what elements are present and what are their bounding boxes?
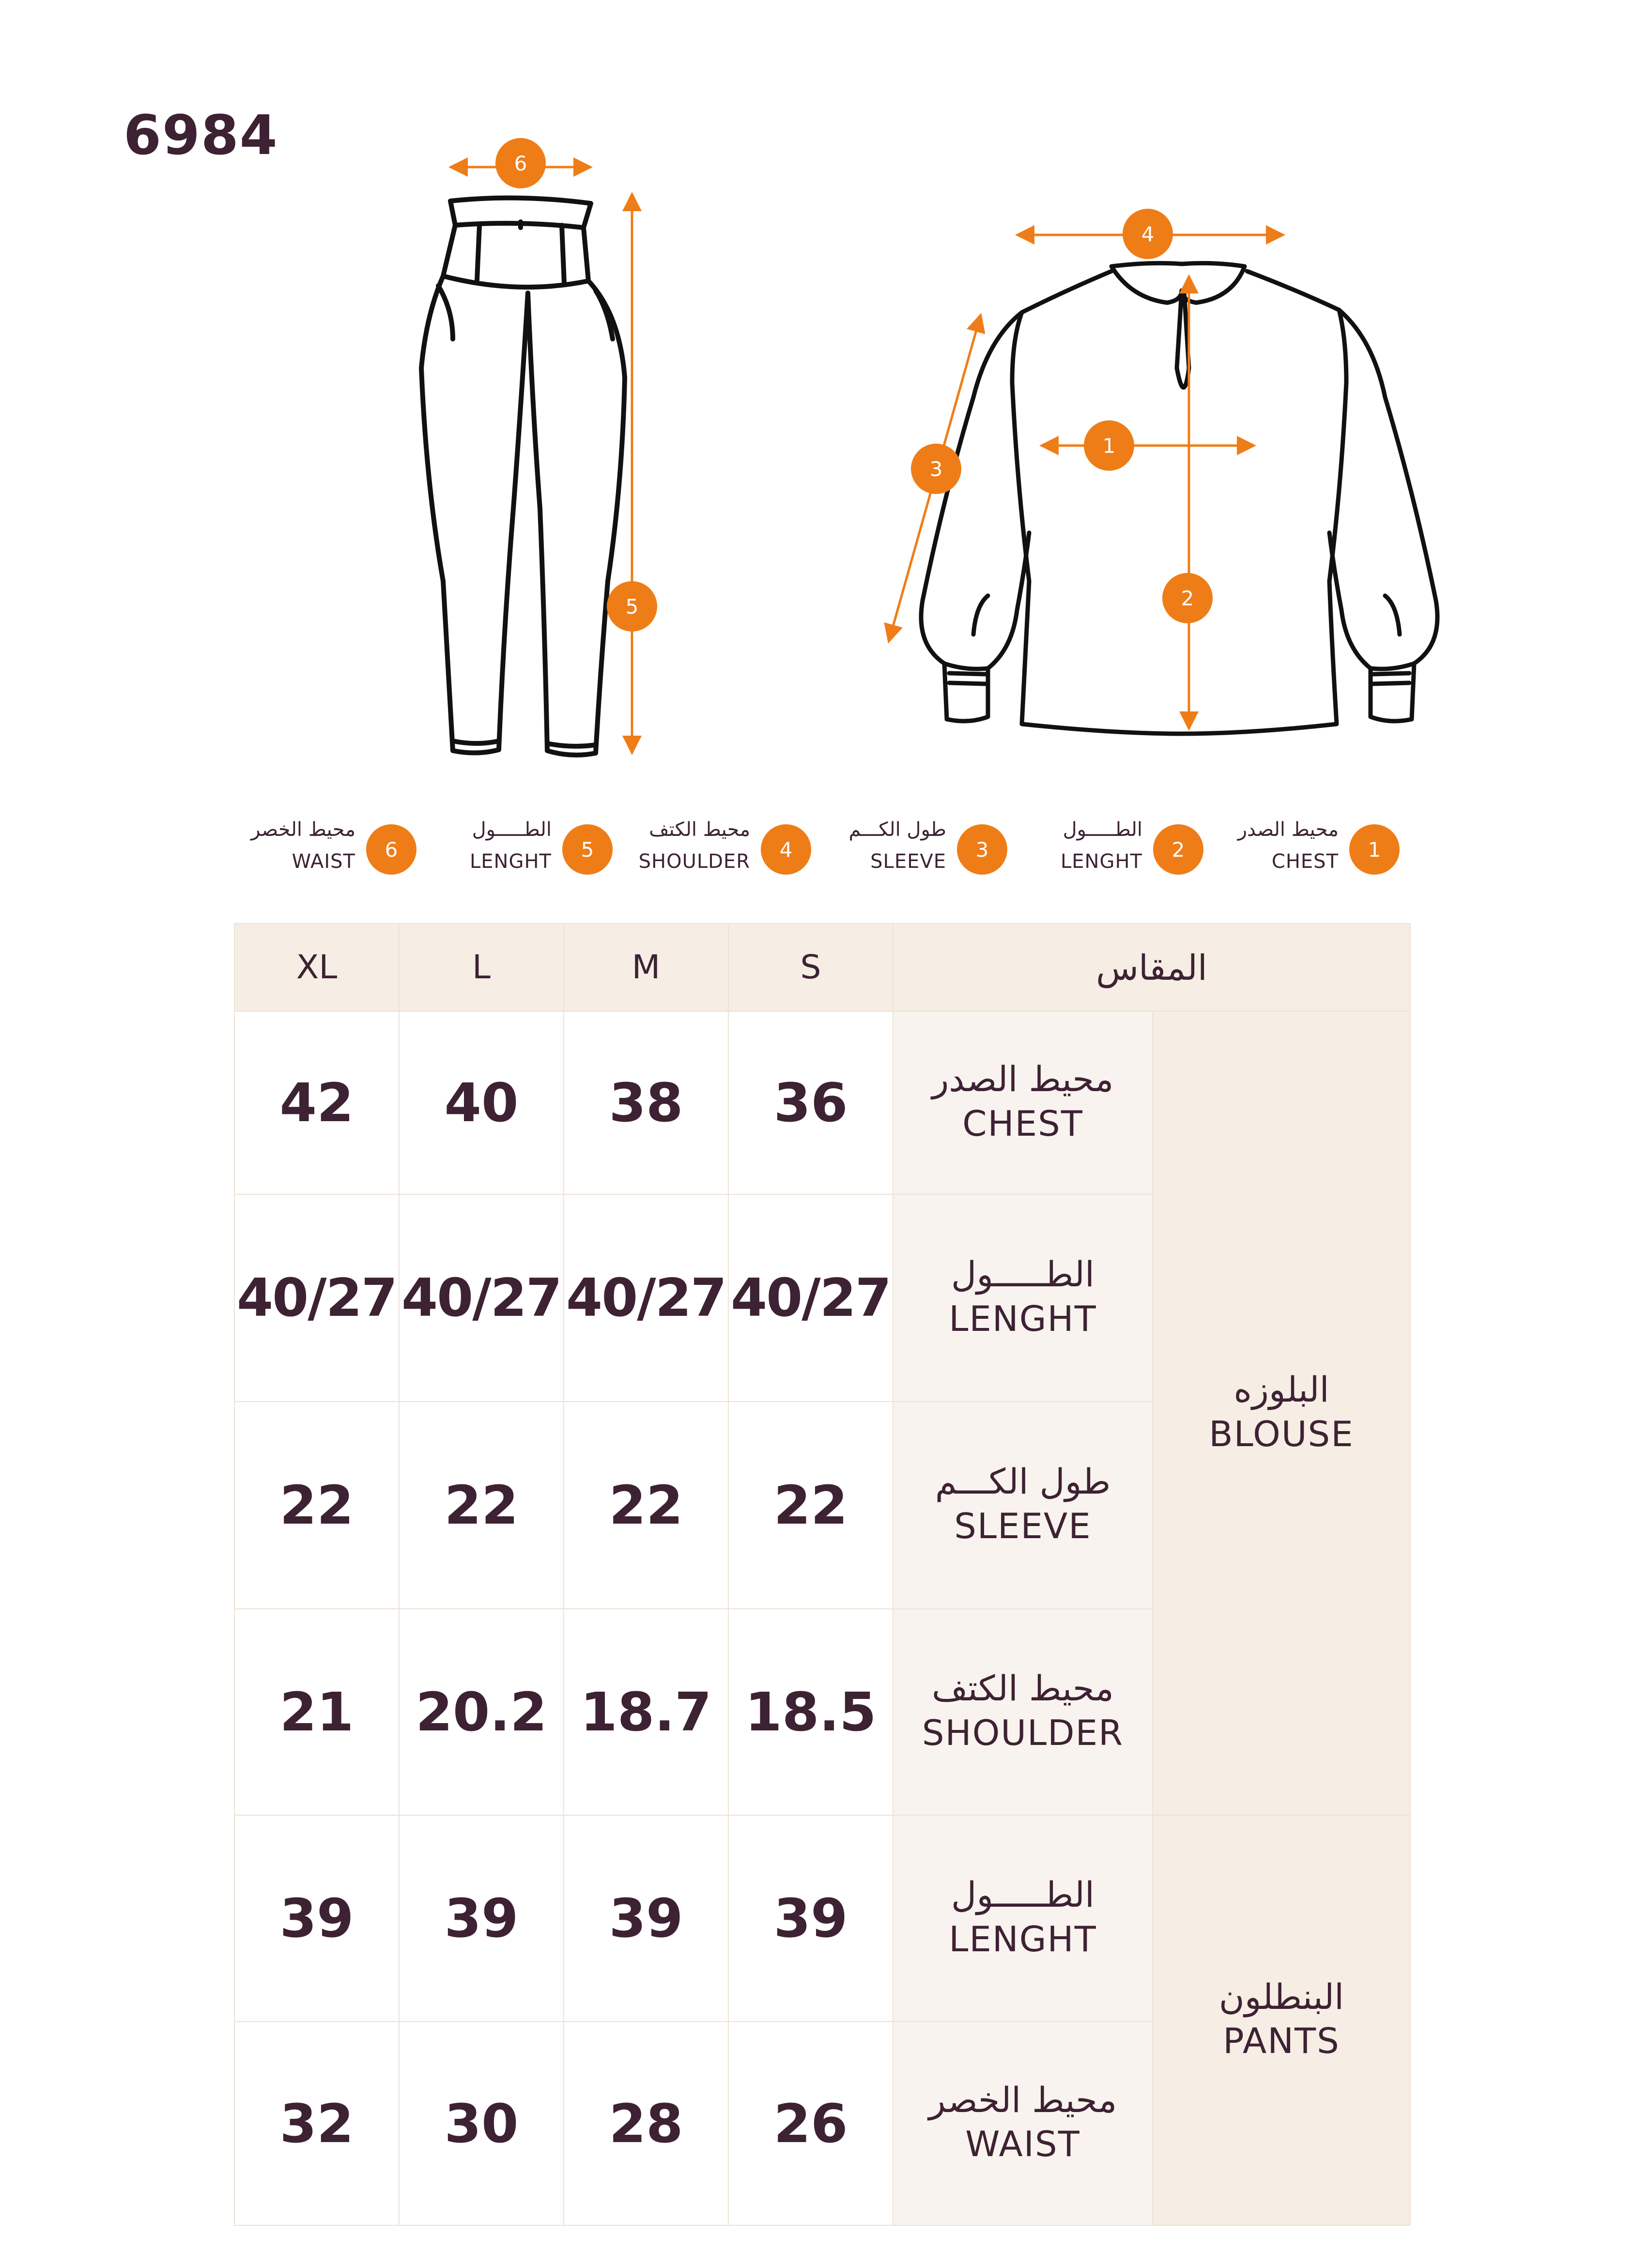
svg-text:5: 5	[625, 595, 639, 618]
product-code: 6984	[123, 104, 278, 167]
header-size-s: S	[728, 923, 894, 1012]
row-label-chest: محيط الصدر CHEST	[893, 1011, 1153, 1195]
svg-text:1: 1	[1102, 434, 1116, 458]
legend-badge: 3	[957, 824, 1007, 875]
value-pants-length-xl: 39	[234, 1815, 400, 2022]
legend-label-en: CHEST	[1271, 850, 1339, 873]
group-pants: البنطلون PANTS	[1152, 1815, 1411, 2226]
header-size-l: L	[399, 923, 564, 1012]
badge-4	[1123, 209, 1173, 259]
legend-badge: 6	[366, 824, 416, 875]
value-chest-xl: 42	[234, 1011, 400, 1195]
svg-text:3: 3	[929, 457, 943, 481]
value-sleeve-m: 22	[563, 1401, 729, 1609]
value-chest-m: 38	[563, 1011, 729, 1195]
value-pants-length-m: 39	[563, 1815, 729, 2022]
value-blouse-length-xl: 40/27	[234, 1194, 400, 1402]
legend-label-ar: محيط الكتف	[649, 818, 750, 841]
group-blouse: البلوزه BLOUSE	[1152, 1011, 1411, 1816]
legend-item-5	[409, 818, 613, 886]
svg-text:4: 4	[1141, 222, 1155, 246]
value-sleeve-s: 22	[728, 1401, 894, 1609]
legend-item-1	[1196, 818, 1400, 886]
badge-5	[607, 581, 657, 632]
svg-text:6: 6	[514, 152, 527, 175]
value-chest-s: 36	[728, 1011, 894, 1195]
value-blouse-length-m: 40/27	[563, 1194, 729, 1402]
badge-1	[1084, 420, 1134, 471]
row-label-blouse-length: الطـــــول LENGHT	[893, 1194, 1153, 1402]
value-shoulder-xl: 21	[234, 1608, 400, 1816]
legend-label-en: LENGHT	[1061, 850, 1142, 873]
legend-label-ar: محيط الصدر	[1237, 818, 1339, 841]
legend-label-ar: الطـــــول	[1063, 818, 1142, 841]
legend-badge: 4	[761, 824, 811, 875]
legend-badge: 2	[1153, 824, 1203, 875]
legend-label-en: LENGHT	[470, 850, 552, 873]
legend-label-ar: الطـــــول	[472, 818, 552, 841]
garment-diagram	[0, 0, 1649, 785]
legend-item-3	[804, 818, 1007, 886]
pants-illustration	[421, 198, 625, 755]
legend-item-6	[213, 818, 416, 886]
value-waist-l: 30	[399, 2021, 564, 2226]
value-sleeve-l: 22	[399, 1401, 564, 1609]
legend-badge: 5	[562, 824, 613, 875]
legend-label-ar: محيط الخصر	[251, 818, 355, 841]
blouse-illustration	[921, 263, 1437, 734]
value-sleeve-xl: 22	[234, 1401, 400, 1609]
size-table	[234, 923, 1411, 2226]
header-size-xl: XL	[234, 923, 400, 1012]
value-blouse-length-s: 40/27	[728, 1194, 894, 1402]
legend-item-4	[608, 818, 811, 886]
value-waist-m: 28	[563, 2021, 729, 2226]
value-waist-s: 26	[728, 2021, 894, 2226]
header-title: المقاس	[893, 923, 1411, 1012]
legend-item-2	[1000, 818, 1203, 886]
value-shoulder-l: 20.2	[399, 1608, 564, 1816]
value-chest-l: 40	[399, 1011, 564, 1195]
legend-badge: 1	[1349, 824, 1400, 875]
legend-label-en: SHOULDER	[638, 850, 750, 873]
badge-6	[495, 138, 546, 188]
legend-label-ar: طول الكـــم	[848, 818, 946, 841]
row-label-sleeve: طول الكـــم SLEEVE	[893, 1401, 1153, 1609]
badge-3	[911, 444, 961, 494]
legend-label-en: WAIST	[292, 850, 355, 873]
header-size-m: M	[563, 923, 729, 1012]
row-label-waist: محيط الخصر WAIST	[893, 2021, 1153, 2226]
value-pants-length-s: 39	[728, 1815, 894, 2022]
value-blouse-length-l: 40/27	[399, 1194, 564, 1402]
badge-2	[1162, 573, 1213, 623]
value-pants-length-l: 39	[399, 1815, 564, 2022]
row-label-pants-length: الطـــــول LENGHT	[893, 1815, 1153, 2022]
value-shoulder-m: 18.7	[563, 1608, 729, 1816]
svg-text:2: 2	[1181, 586, 1194, 610]
value-waist-xl: 32	[234, 2021, 400, 2226]
value-shoulder-s: 18.5	[728, 1608, 894, 1816]
row-label-shoulder: محيط الكتف SHOULDER	[893, 1608, 1153, 1816]
legend-label-en: SLEEVE	[870, 850, 946, 873]
